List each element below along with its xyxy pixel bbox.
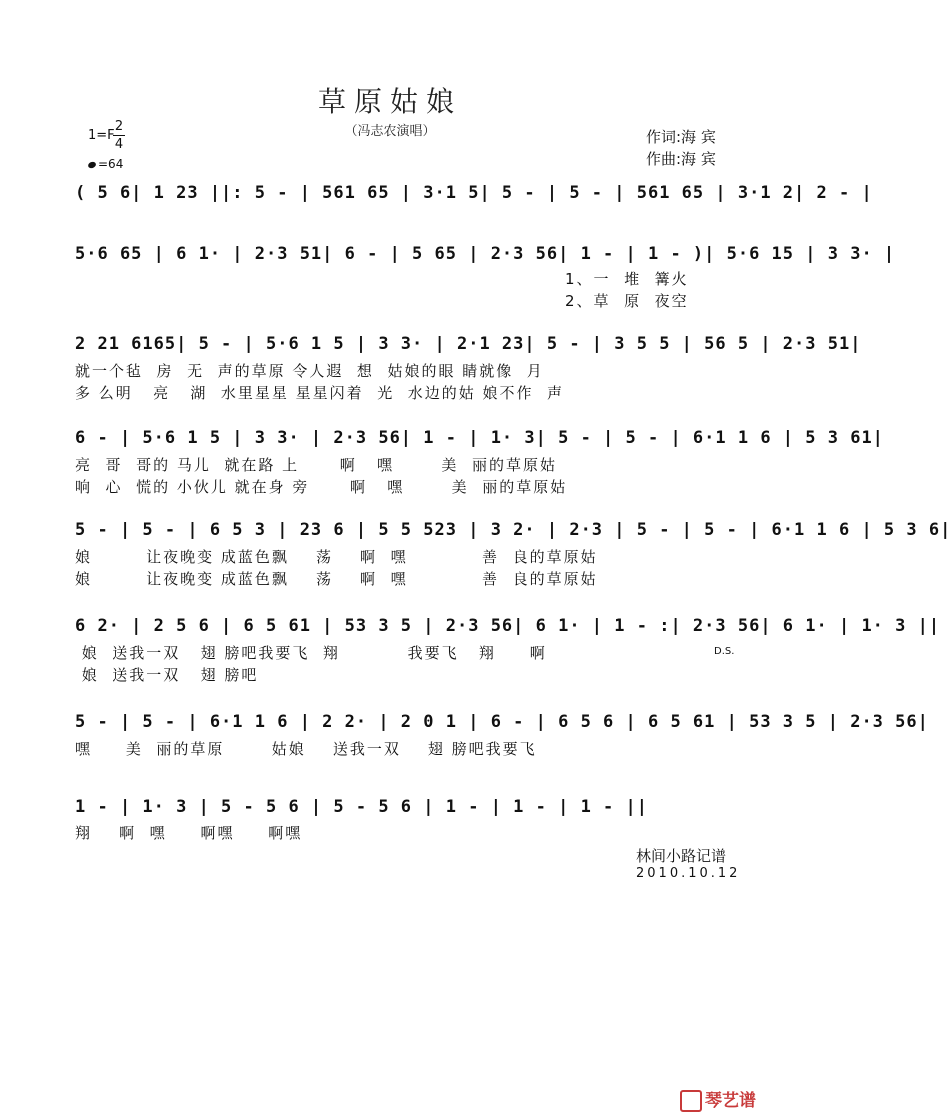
lyric-row-3-verse-1: 就一个毡 房 无 声的草原 令人遐 想 姑娘的眼 睛就像 月 — [75, 362, 544, 380]
composer: 作曲:海 宾 — [646, 150, 716, 168]
lyric-row-2-verse-2: 2、草 原 夜空 — [565, 292, 689, 310]
notation-row-2: 5·6 65 | 6 1· | 2·3 51| 6 - | 5 65 | 2·3 56| 1 - | 1 - )| 5·6 15 | 3 3· | — [75, 244, 896, 264]
lyric-row-8-verse-1: 翔 啊 嘿 啊嘿 啊嘿 — [75, 824, 303, 842]
dal-segno-mark: D.S. — [714, 646, 735, 657]
logo-icon — [680, 1090, 702, 1112]
singer-credit: （冯志农演唱） — [344, 124, 436, 139]
lyric-row-3-verse-2: 多 么明 亮 湖 水里星星 星星闪着 光 水边的姑 娘不作 声 — [75, 384, 565, 402]
key-signature: 1=F — [88, 128, 115, 143]
lyricist: 作词:海 宾 — [646, 128, 716, 146]
site-logo — [680, 1086, 756, 1112]
page-title: 草原姑娘 — [317, 85, 462, 118]
lyric-row-5-verse-2: 娘 让夜晚变 成蓝色飘 荡 啊 嘿 善 良的草原姑 — [75, 570, 598, 588]
credits — [646, 126, 716, 170]
tempo-marking — [88, 157, 123, 171]
lyric-row-5-verse-1: 娘 让夜晚变 成蓝色飘 荡 啊 嘿 善 良的草原姑 — [75, 548, 598, 566]
time-denominator: 4 — [114, 137, 124, 152]
notation-row-6: 6 2· | 2 5 6 | 6 5 61 | 53 3 5 | 2·3 56| 6 1· | 1 - :| 2·3 56| 6 1· | 1· 3 || — [75, 616, 941, 636]
scribe-date: 2010.10.12 — [636, 866, 741, 881]
scribe-credit: 林间小路记谱 — [636, 847, 727, 865]
lyric-row-4-verse-2: 响 心 慌的 小伙儿 就在身 旁 啊 嘿 美 丽的草原姑 — [75, 478, 568, 496]
notation-row-4: 6 - | 5·6 1 5 | 3 3· | 2·3 56| 1 - | 1· 3| 5 - | 5 - | 6·1 1 6 | 5 3 61| — [75, 428, 884, 448]
note-head-icon — [87, 161, 97, 169]
lyric-row-2-verse-1: 1、一 堆 篝火 — [565, 270, 689, 288]
notation-row-1: ( 5 6| 1 23 ||: 5 - | 561 65 | 3·1 5| 5 - | 5 - | 561 65 | 3·1 2| 2 - | — [75, 183, 873, 203]
lyric-row-4-verse-1: 亮 哥 哥的 马儿 就在路 上 啊 嘿 美 丽的草原姑 — [75, 456, 557, 474]
notation-row-5: 5 - | 5 - | 6 5 3 | 23 6 | 5 5 523 | 3 2· | 2·3 | 5 - | 5 - | 6·1 1 6 | 5 3 6| — [75, 520, 951, 540]
logo-text: 琴艺谱 — [705, 1091, 756, 1111]
notation-row-3: 2 21 6165| 5 - | 5·6 1 5 | 3 3· | 2·1 23| 5 - | 3 5 5 | 56 5 | 2·3 51| — [75, 334, 862, 354]
notation-row-7: 5 - | 5 - | 6·1 1 6 | 2 2· | 2 0 1 | 6 - | 6 5 6 | 6 5 61 | 53 3 5 | 2·3 56| — [75, 712, 929, 732]
time-signature — [113, 118, 125, 153]
time-numerator: 2 — [114, 119, 124, 134]
tempo-value: =64 — [98, 157, 124, 171]
lyric-row-6-verse-1: 娘 送我一双 翅 膀吧我要飞 翔 我要飞 翔 啊 — [75, 644, 547, 662]
lyric-row-7-verse-1: 嘿 美 丽的草原 姑娘 送我一双 翅 膀吧我要飞 — [75, 740, 537, 758]
notation-row-8: 1 - | 1· 3 | 5 - 5 6 | 5 - 5 6 | 1 - | 1 - | 1 - || — [75, 797, 648, 817]
lyric-row-6-verse-2: 娘 送我一双 翅 膀吧 — [75, 666, 259, 684]
